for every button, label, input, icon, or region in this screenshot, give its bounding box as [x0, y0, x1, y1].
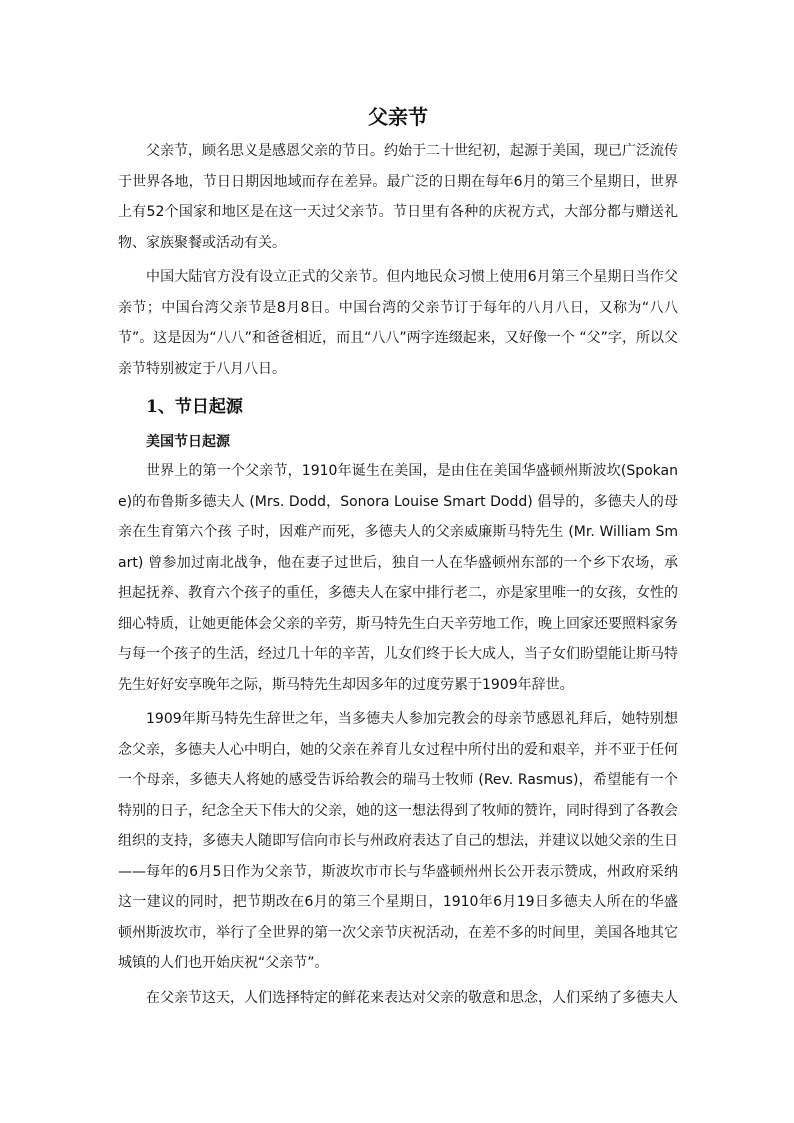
origin-paragraph-3: 在父亲节这天，人们选择特定的鲜花来表达对父亲的敬意和思念，人们采纳了多德夫人	[146, 989, 678, 1006]
origin-paragraph-1: 世界上的第一个父亲节，1910年诞生在美国，是由住在美国华盛顿州斯波坎(Spokane)的布鲁斯多德夫人 (Mrs. Dodd，Sonora Louise Smart Dodd) 倡导的，多德夫人的母亲在生育第六个孩 子时，因难产而死，多德夫人的父亲威廉斯马特先生 (Mr. William Smart) 曾参加过南北战争，他在妻子过世后，独自一人在华盛顿州东部的一个乡下农场，承担起抚养、教育六个孩子的重任，多德夫人在家中排行老二，亦是家里唯一的女孩，女性的细心特质，让她更能体会父亲的辛劳，斯马特先生白天辛劳地工作，晚上回家还要照料家务与每一个孩子的生活，经过几十年的辛苦，儿女们终于长大成人，当子女们盼望能让斯马特先生好好安享晚年之际，斯马特先生却因多年的过度劳累于1909年辞世。	[118, 463, 678, 693]
section-subheading: 美国节日起源	[146, 434, 230, 450]
intro-paragraph-1: 父亲节，顾名思义是感恩父亲的节日。约始于二十世纪初，起源于美国，现已广泛流传于世界各地，节日日期因地域而存在差异。最广泛的日期在每年6月的第三个星期日，世界上有52个国家和地区是在这一天过父亲节。节日里有各种的庆祝方式，大部分都与赠送礼物、家族聚餐或活动有关。	[118, 143, 678, 251]
intro-paragraph-2: 中国大陆官方没有设立正式的父亲节。但内地民众习惯上使用6月第三个星期日当作父亲节；中国台湾父亲节是8月8日。中国台湾的父亲节订于每年的八月八日，又称为“八八节”。这是因为“八八”和爸爸相近，而且“八八”两字连缀起来，又好像一个 “父”字，所以父亲节特别被定于八月八日。	[118, 269, 678, 377]
document-page	[118, 104, 678, 1017]
origin-paragraph-2: 1909年斯马特先生辞世之年，当多德夫人参加完教会的母亲节感恩礼拜后，她特别想念父亲，多德夫人心中明白，她的父亲在养育儿女过程中所付出的爱和艰辛，并不亚于任何一个母亲，多德夫人将她的感受告诉给教会的瑞马士牧师 (Rev. Rasmus)，希望能有一个特别的日子，纪念全天下伟大的父亲，她的这一想法得到了牧师的赞许，同时得到了各教会组织的支持，多德夫人随即写信向市长与州政府表达了自己的想法，并建议以她父亲的生日——每年的6月5日作为父亲节，斯波坎市市长与华盛顿州州长公开表示赞成，州政府采纳这一建议的同时，把节期改在6月的第三个星期日，1910年6月19日多德夫人所在的华盛顿州斯波坎市，举行了全世界的第一次父亲节庆祝活动，在差不多的时间里，美国各地其它城镇的人们也开始庆祝“父亲节”。	[118, 711, 678, 971]
section-heading: 1、节日起源	[146, 397, 243, 417]
document-title: 父亲节	[368, 105, 428, 129]
